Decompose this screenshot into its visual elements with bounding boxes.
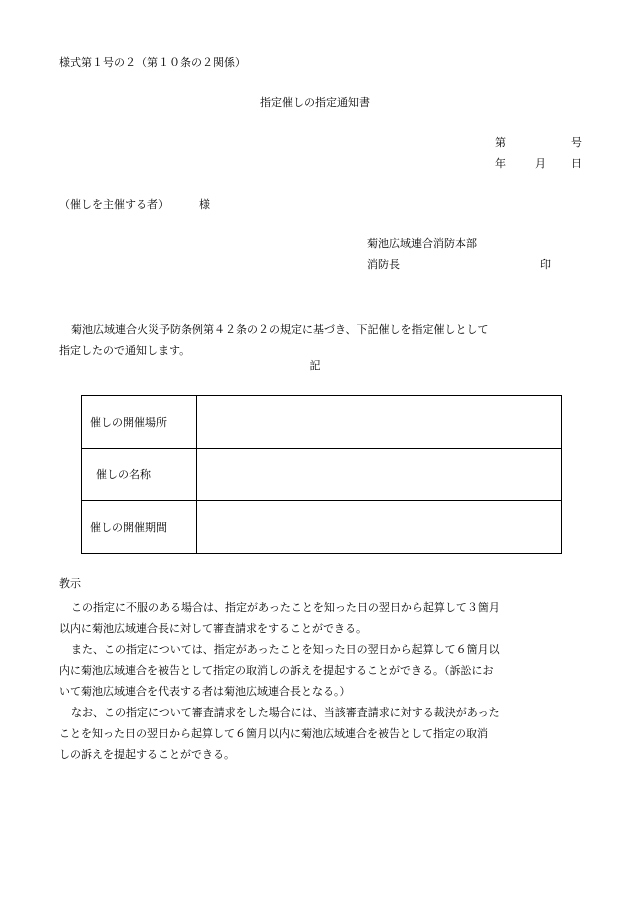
- table-row: [82, 396, 562, 449]
- addressee-honorific: 様: [199, 198, 210, 211]
- sender-organization: 菊池広域連合消防本部: [367, 237, 477, 250]
- form-number: 様式第１号の２（第１０条の２関係）: [59, 56, 246, 69]
- event-venue-label: 催しの開催場所: [82, 396, 197, 449]
- number-suffix: 号: [571, 136, 582, 149]
- instruction-paragraph: なお、この指定について審査請求をした場合には、当該審査請求に対する裁決があった ことを知った日の翌日から起算して６箇月以内に菊池広域連合を被告として指定の取消 しの訴えを提起することができる。: [59, 706, 500, 761]
- body-line: 菊池広域連合火災予防条例第４２条の２の規定に基づき、下記催しを指定催しとして: [71, 323, 489, 336]
- event-venue-value[interactable]: [197, 396, 562, 449]
- sender-title: 消防長: [367, 258, 400, 271]
- instruction-paragraph: この指定に不服のある場合は、指定があったことを知った日の翌日から起算して３箇月 以内に菊池広域連合長に対して審査請求をすることができる。: [59, 601, 500, 635]
- addressee-name: （催しを主催する者）: [59, 198, 169, 211]
- number-prefix: 第: [495, 136, 506, 149]
- document-title: 指定催しの指定通知書: [260, 96, 370, 109]
- table-row: [82, 449, 562, 501]
- instruction-body: [59, 597, 569, 765]
- ki-marker: 記: [309, 359, 321, 372]
- instruction-paragraph: また、この指定については、指定があったことを知った日の翌日から起算して６箇月以 内に菊池広域連合を被告として指定の取消しの訴えを提起することができる。（訴訟にお いて菊池広域連合を代表する者は菊池広域連合長となる。）: [59, 643, 500, 698]
- event-info-table: [81, 395, 562, 554]
- event-period-value[interactable]: [197, 501, 562, 554]
- event-name-label: 催しの名称: [82, 449, 197, 501]
- event-period-label: 催しの開催期間: [82, 501, 197, 554]
- date-month: 月: [535, 157, 546, 170]
- addressee: [59, 199, 210, 210]
- body-line: 指定したので通知します。: [59, 344, 191, 357]
- notification-body: [59, 319, 559, 361]
- date-year: 年: [495, 157, 506, 170]
- table-row: [82, 501, 562, 554]
- seal-mark: 印: [540, 258, 551, 271]
- instruction-heading: 教示: [59, 577, 81, 590]
- event-name-value[interactable]: [197, 449, 562, 501]
- date-day: 日: [571, 157, 582, 170]
